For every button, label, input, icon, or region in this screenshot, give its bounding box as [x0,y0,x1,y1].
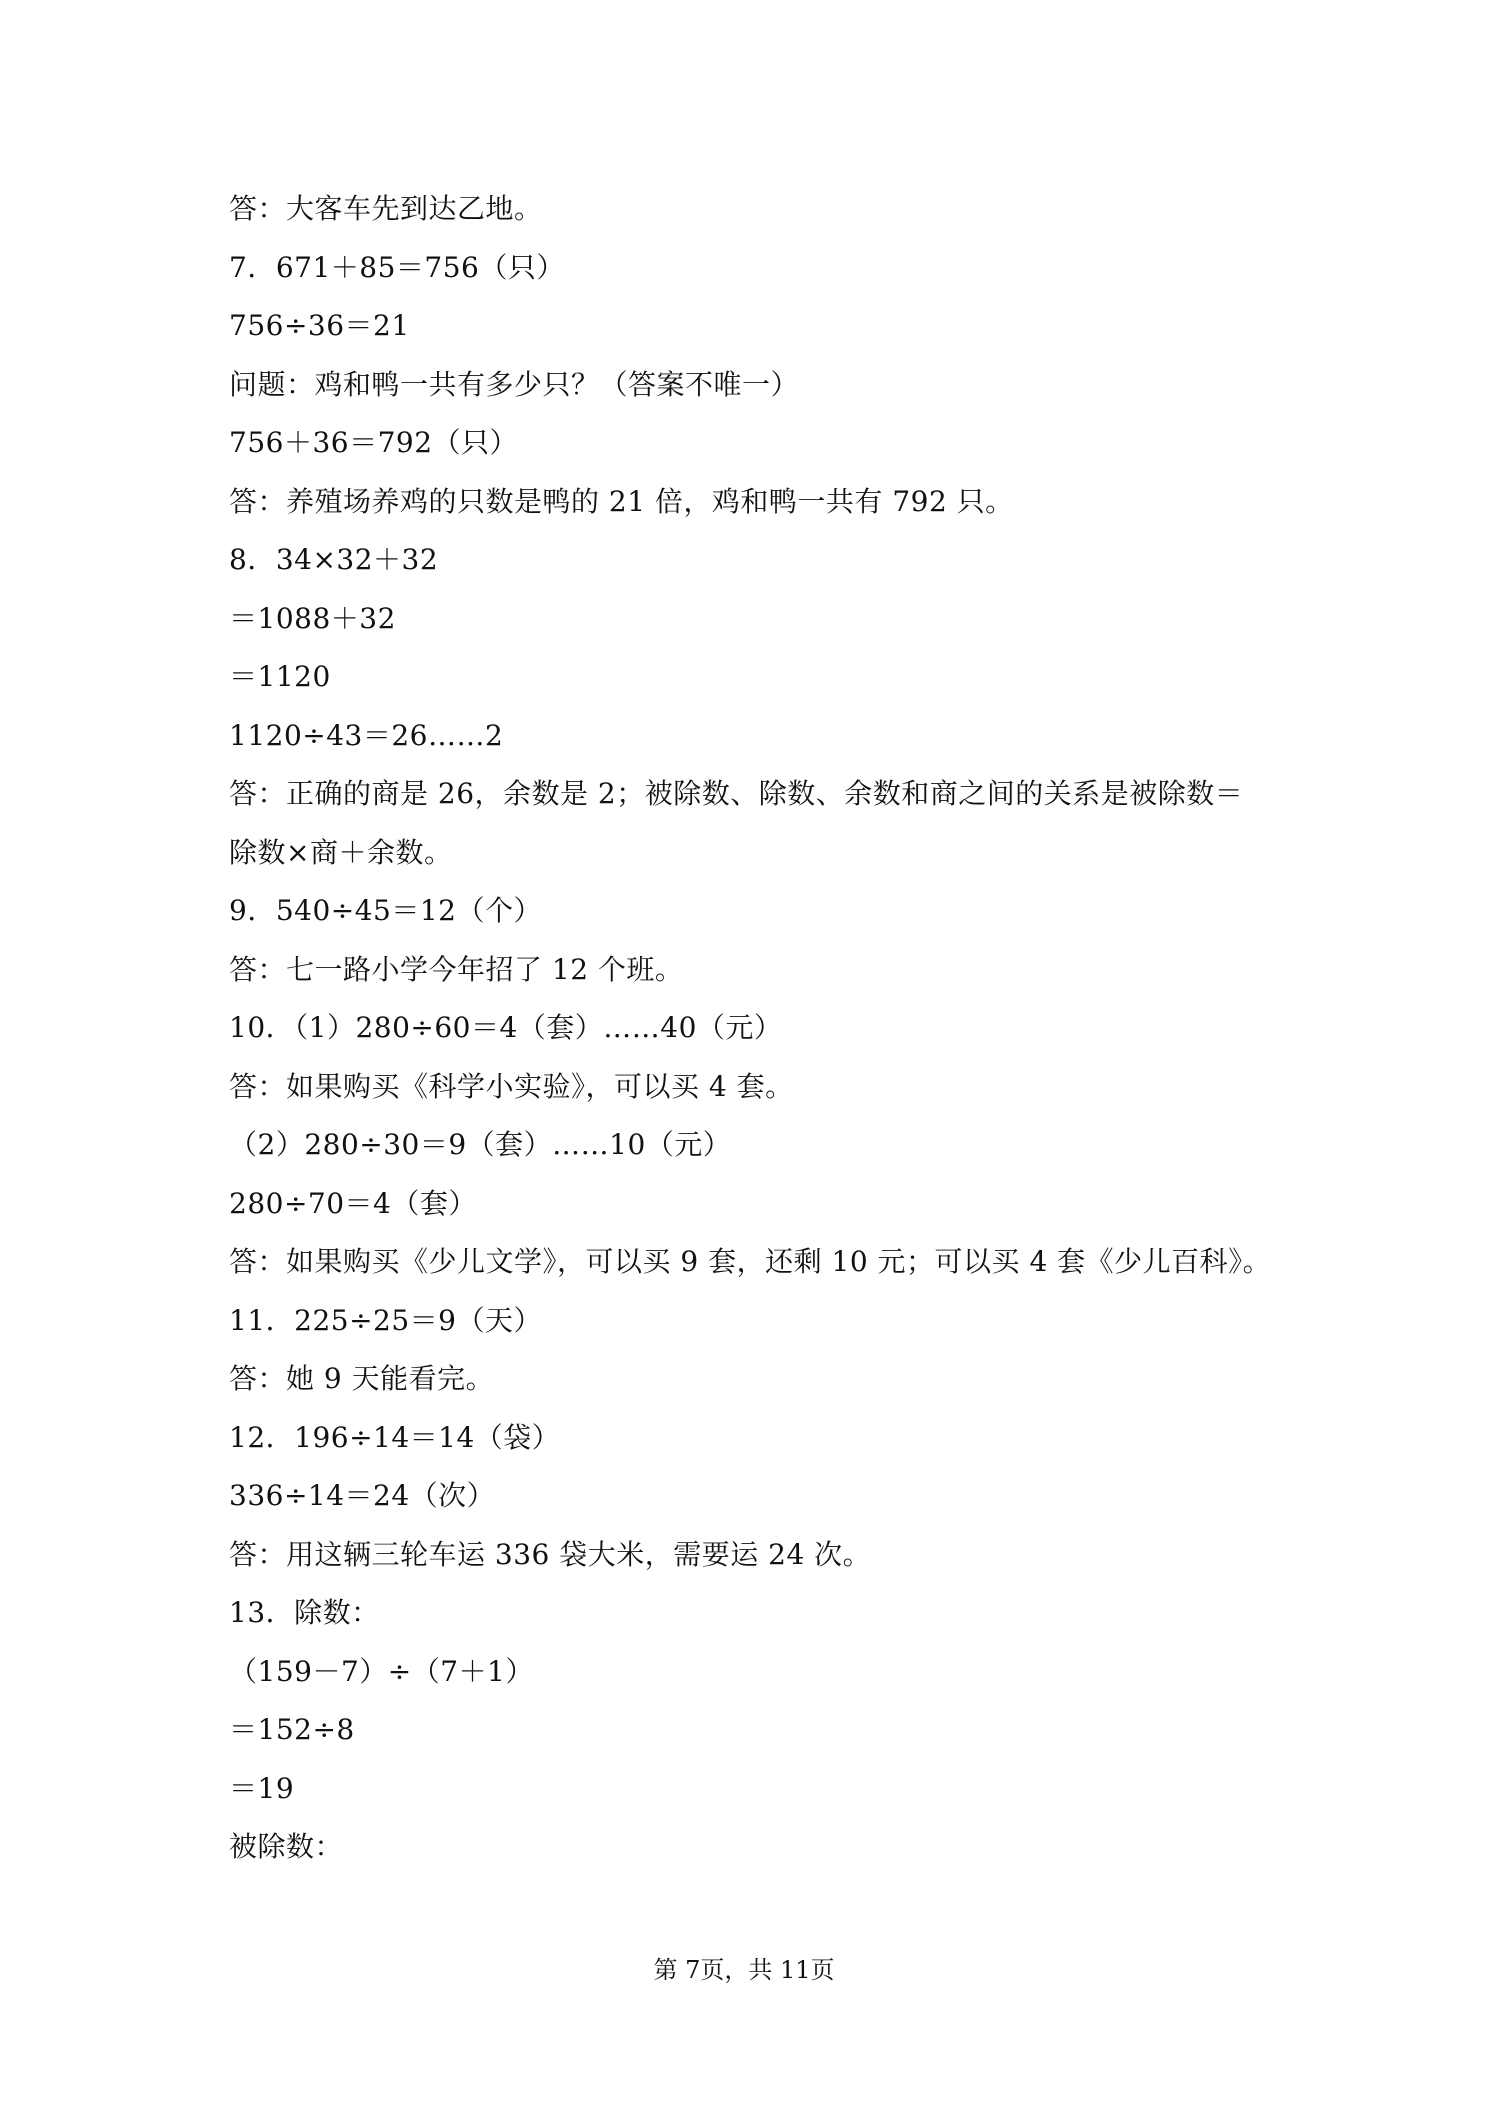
calculation-line: （159－7）÷（7＋1） [229,1654,534,1688]
calculation-line: ＝1120 [229,660,331,693]
document-body [229,180,1309,1877]
answer-line: 答：大客车先到达乙地。 [229,192,543,225]
calculation-line: （2）280÷30＝9（套）……10（元） [229,1128,732,1161]
calculation-line: ＝152÷8 [229,1713,355,1746]
problem-12-line: 12．196÷14＝14（袋） [229,1420,561,1454]
calculation-line: 756÷36＝21 [229,309,410,342]
problem-8-line: 8．34×32＋32 [229,543,439,576]
calculation-line: 1120÷43＝26……2 [229,718,504,752]
problem-13-line: 13．除数： [229,1596,380,1629]
answer-line: 答：如果购买《少儿文学》，可以买 9 套，还剩 10 元；可以买 4 套《少儿百科》。 [229,1245,1272,1278]
problem-10-line: 10．（1）280÷60＝4（套）……40（元） [229,1011,783,1044]
answer-line: 答：如果购买《科学小实验》，可以买 4 套。 [229,1069,794,1103]
calculation-line: 336÷14＝24（次） [229,1479,496,1512]
calculation-line: 280÷70＝4（套） [229,1186,477,1220]
answer-line: 答：她 9 天能看完。 [229,1362,495,1395]
calculation-line: ＝1088＋32 [229,601,396,635]
answer-line: 答：用这辆三轮车运 336 袋大米，需要运 24 次。 [229,1537,872,1571]
question-line: 问题：鸡和鸭一共有多少只？（答案不唯一） [229,367,800,401]
calculation-line: ＝19 [229,1771,295,1805]
answer-line-continued: 除数×商＋余数。 [229,835,453,869]
calculation-line: 被除数： [229,1830,344,1863]
calculation-line: 756＋36＝792（只） [229,426,519,459]
answer-line: 答：正确的商是 26，余数是 2；被除数、除数、余数和商之间的关系是被除数＝ [229,777,1244,810]
problem-11-line: 11．225÷25＝9（天） [229,1303,542,1337]
answer-line: 答：养殖场养鸡的只数是鸭的 21 倍，鸡和鸭一共有 792 只。 [229,484,1014,518]
answer-line: 答：七一路小学今年招了 12 个班。 [229,952,684,986]
problem-7-line: 7．671＋85＝756（只） [229,250,565,284]
page-footer: 第 7页，共 11页 [653,1956,835,1984]
problem-9-line: 9．540÷45＝12（个） [229,894,542,927]
